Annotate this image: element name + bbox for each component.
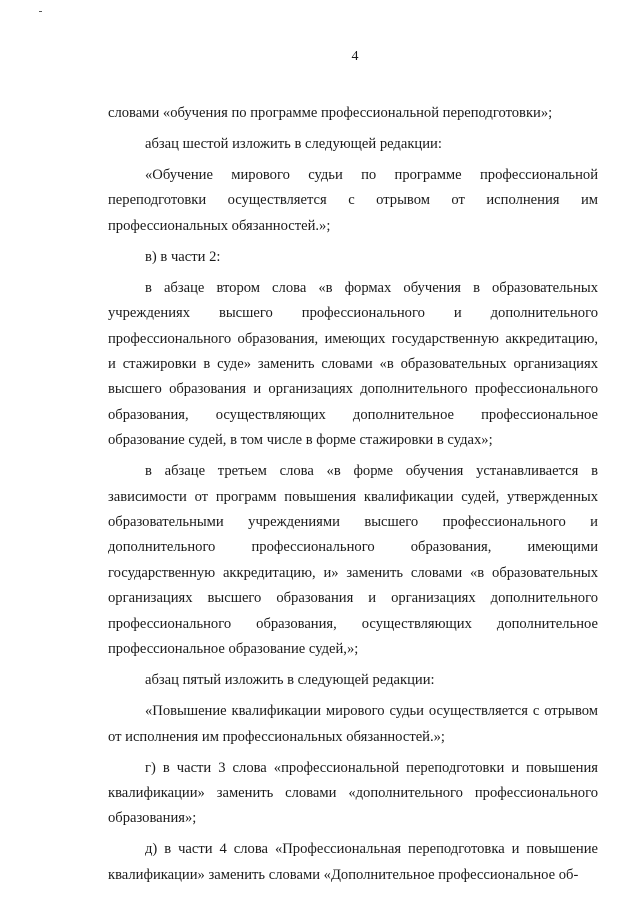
paragraph: абзац пятый изложить в следующей редакции: bbox=[145, 672, 435, 689]
body-text bbox=[108, 101, 598, 894]
paragraph: абзац шестой изложить в следующей редакции: bbox=[145, 136, 442, 152]
paragraph: в) в части 2: bbox=[145, 248, 221, 265]
paragraph: «Обучение мирового судьи по программе профессиональной переподготовки осуществляется с отрывом от исполнения им профессиональных обязанностей.»; bbox=[108, 167, 598, 234]
paragraph: в абзаце третьем слова «в форме обучения устанавливается в зависимости от программ повышения квалификации судей, утвержденных образовательными учреждениями высшего профессионального и дополнительного профессионального образования, имеющими государственную аккредитацию, и» заменить словами «в образовательных организациях высшего образования и организациях дополнительного профессионального образования, осуществляющих дополнительное профессиональное образование судей,»; bbox=[108, 463, 598, 658]
paragraph: д) в части 4 слова «Профессиональная переподготовка и повышение квалификации» заменить словами «Дополнительное профессиональное об- bbox=[108, 841, 598, 883]
paragraph: г) в части 3 слова «профессиональной переподготовки и повышения квалификации» заменить словами «дополнительного профессионального образования»; bbox=[108, 759, 598, 827]
paragraph-continuation: словами «обучения по программе профессиональной переподготовки»; bbox=[108, 105, 553, 121]
page-number: 4 bbox=[351, 49, 359, 64]
paragraph: в абзаце втором слова «в формах обучения в образовательных учреждениях высшего профессионального и дополнительного профессионального образования, имеющих государственную аккредитацию, и стажировки в суде» заменить словами «в образовательных организациях высшего образования и организациях дополнительного профессионального образования, осуществляющих дополнительное профессиональное образование судей, в том числе в форме стажировки в судах»; bbox=[108, 279, 598, 449]
paragraph: «Повышение квалификации мирового судьи осуществляется с отрывом от исполнения им профессиональных обязанностей.»; bbox=[108, 703, 598, 745]
scan-mark bbox=[39, 11, 42, 12]
